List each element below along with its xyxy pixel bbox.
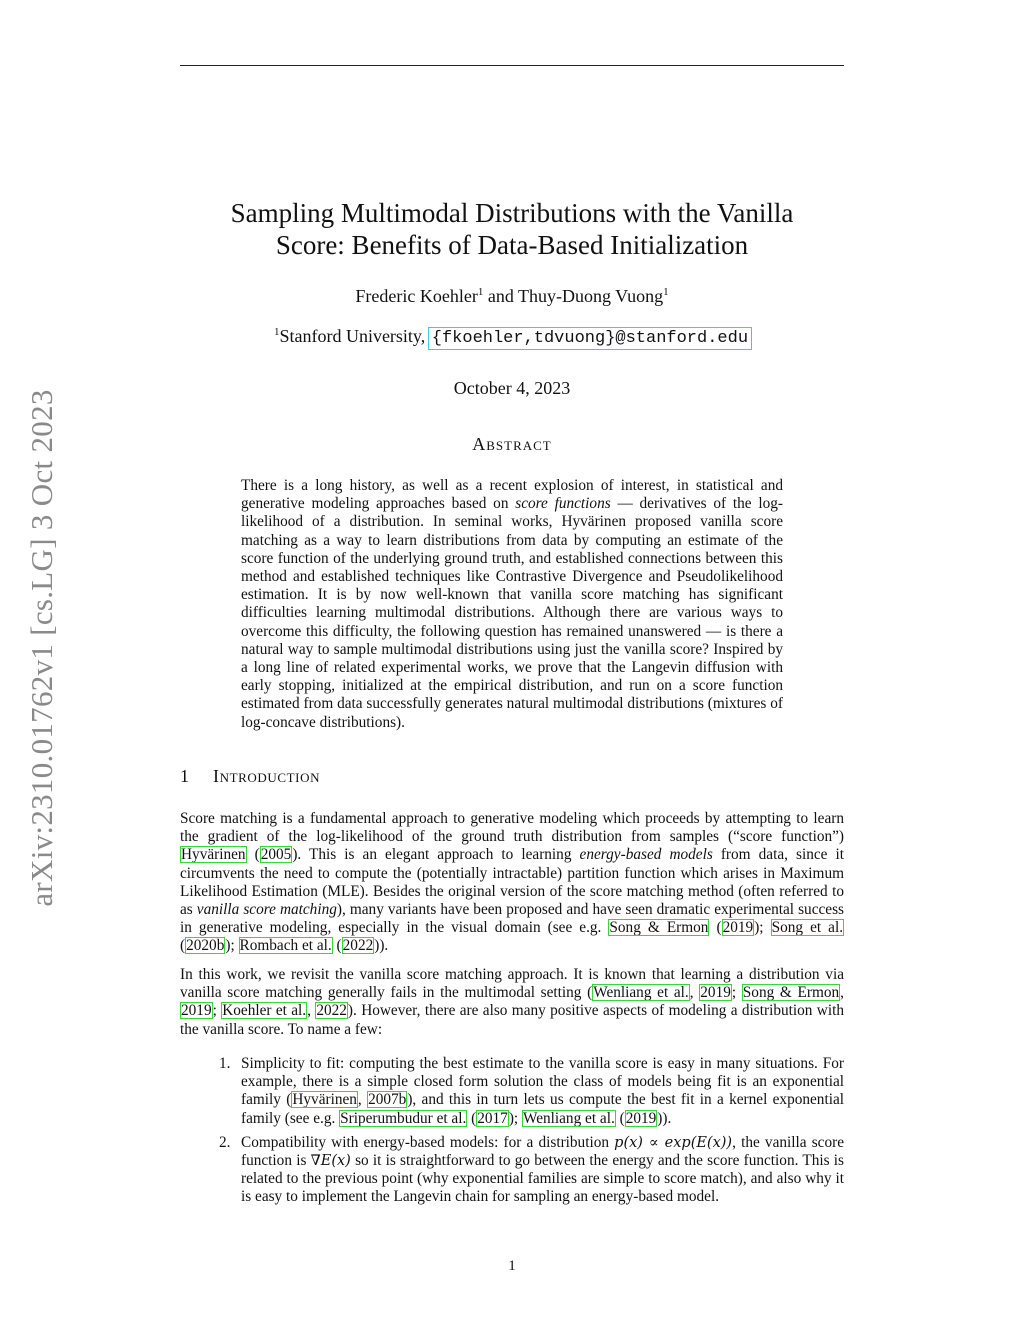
citation-link[interactable]: Song & Ermon (609, 919, 709, 937)
text-segment: Compatibility with energy-based models: for a distribution (241, 1133, 615, 1151)
advantages-list (219, 1055, 844, 1213)
publication-date: October 4, 2023 (453, 378, 571, 398)
abstract-segment: There is a long history, as well as a recent explosion of interest, in statistical and generative modeling approaches based on (241, 477, 783, 513)
emphasis-text: vanilla score matching (196, 901, 337, 919)
text-segment: ( (467, 1109, 477, 1127)
text-segment: , (840, 984, 844, 1002)
citation-link[interactable]: Song & Ermon (742, 984, 840, 1002)
text-segment: ( (709, 919, 722, 937)
author-name: Frederic Koehler (355, 286, 478, 306)
citation-link[interactable]: 2007b (368, 1091, 407, 1109)
institution-name: Stanford University, (279, 326, 430, 346)
affiliation-mark: 1 (273, 326, 280, 338)
text-segment: ), many variants have been proposed and have seen dramatic experimental success in generative modeling, especially in the visual domain (see e.g. (180, 901, 844, 937)
citation-link[interactable]: 2017 (477, 1109, 508, 1127)
affiliation-mark: 1 (477, 286, 484, 298)
text-segment: ). However, there are also many positive aspects of modeling a distribution with the vanilla score. To name a few: (180, 1002, 844, 1038)
title-line: Score: Benefits of Data-Based Initialization (275, 230, 749, 260)
intro-paragraph-1 (180, 810, 844, 956)
author-connector: and (483, 286, 519, 306)
citation-link[interactable]: 2019 (181, 1002, 212, 1020)
math-expression: p(x) ∝ exp(E(x)) (614, 1134, 733, 1151)
citation-link[interactable]: Hyvärinen (292, 1091, 357, 1109)
citation-link[interactable]: 2005 (260, 846, 292, 864)
text-segment: Score matching is a fundamental approach to generative modeling which proceeds by attempting to learn the gradient of the log-likelihood of the ground truth distribution from samples (“score function”) (180, 810, 844, 846)
emphasis-text: energy-based models (579, 846, 713, 864)
list-item (219, 1055, 844, 1128)
text-segment: ( (615, 1109, 625, 1127)
header-rule (180, 65, 844, 66)
text-segment: , (689, 984, 700, 1002)
affiliation-mark: 1 (663, 286, 669, 298)
list-number: 1. (219, 1055, 231, 1072)
citation-link[interactable]: Wenliang et al. (522, 1109, 615, 1127)
text-segment: ( (332, 937, 342, 955)
math-expression: ∇E(x) (310, 1153, 351, 1170)
text-segment: from data, since it circumvents the need to compute the (potentially intractable) partition function which arises in Maximum Likelihood Estimation (MLE). Besides the original version of the score matching method (often referred to as (180, 846, 844, 919)
text-segment: Simplicity to fit: computing the best estimate to the vanilla score is easy in many situations. For example, there is a simple closed form solution the class of models being fit is an exponential family ( (241, 1055, 844, 1109)
citation-link[interactable]: Song et al. (771, 919, 844, 937)
text-segment: ; (212, 1002, 222, 1020)
paper-title (180, 197, 844, 261)
abstract-text (241, 477, 783, 732)
citation-link[interactable]: 2020b (186, 937, 225, 955)
title-line: Sampling Multimodal Distributions with the Vanilla (230, 198, 794, 228)
text-segment: , the vanilla score function is (241, 1133, 844, 1170)
citation-link[interactable]: 2019 (625, 1109, 657, 1127)
citation-link[interactable]: Koehler et al. (222, 1002, 307, 1020)
citation-link[interactable]: Sriperumbudur et al. (340, 1109, 467, 1127)
arxiv-identifier: arXiv:2310.01762v1 [cs.LG] 3 Oct 2023 (24, 389, 59, 907)
citation-link[interactable]: Wenliang et al. (593, 984, 689, 1002)
abstract-emphasis: score functions (515, 495, 611, 513)
author-list (180, 284, 844, 308)
text-segment: ), and this in turn lets us compute the best fit in a kernel exponential family (see e.g. (241, 1091, 844, 1127)
text-segment: ( (246, 846, 260, 864)
citation-link[interactable]: 2019 (722, 919, 754, 937)
author-name: Thuy-Duong Vuong (518, 286, 664, 306)
intro-paragraph-2 (180, 966, 844, 1039)
text-segment: )). (657, 1109, 672, 1127)
page-number: 1 (508, 1258, 516, 1274)
text-segment: ); (225, 937, 239, 955)
list-number: 2. (219, 1133, 231, 1151)
abstract-heading: Abstract (472, 434, 552, 454)
text-segment: so it is straightforward to go between the energy and the score function. This is related to the previous point (why exponential families are simple to score match), and also why it is easy to implement the Langevin chain for sampling an energy-based model. (241, 1152, 844, 1206)
text-segment: , (357, 1091, 368, 1109)
text-segment: In this work, we revisit the vanilla score matching approach. It is known that learning a distribution via vanilla score matching generally fails in the multimodal setting ( (180, 966, 844, 1002)
text-segment: , (307, 1002, 316, 1020)
section-heading (180, 766, 320, 787)
text-segment: ). This is an elegant approach to learning (292, 846, 580, 864)
citation-link[interactable]: 2022 (316, 1002, 347, 1020)
text-segment: ); (754, 919, 771, 937)
section-title: Introduction (213, 766, 321, 786)
abstract-segment: — derivatives of the log-likelihood of a distribution. In seminal works, Hyvärinen proposed vanilla score matching as a way to learn distributions from data by computing an estimate of the score function of the underlying ground truth, and established connections between this method and established techniques like Contrastive Divergence and Pseudolikelihood estimation. It is by now well-known that vanilla score matching has significant difficulties learning multimodal distributions. Although there are various ways to overcome this difficulty, the following question has remained unanswered — is there a natural way to sample multimodal distributions using just the vanilla score? Inspired by a long line of related experimental works, we prove that the Langevin diffusion with early stopping, initialized at the empirical distribution, and run on a score function estimated from data successfully generates natural multimodal distributions (mixtures of log-concave distributions). (241, 495, 783, 731)
list-item (219, 1133, 844, 1207)
text-segment: )). (374, 937, 389, 955)
text-segment: ( (180, 937, 186, 955)
citation-link[interactable]: Rombach et al. (239, 937, 332, 955)
text-segment: ; (731, 984, 742, 1002)
section-number: 1 (180, 766, 190, 786)
citation-link[interactable]: 2019 (700, 984, 731, 1002)
email-link[interactable]: {fkoehler,tdvuong}@stanford.edu (431, 329, 749, 348)
text-segment: ); (508, 1109, 522, 1127)
citation-link[interactable]: Hyvärinen (181, 846, 246, 864)
affiliation (180, 323, 844, 352)
citation-link[interactable]: 2022 (342, 937, 374, 955)
